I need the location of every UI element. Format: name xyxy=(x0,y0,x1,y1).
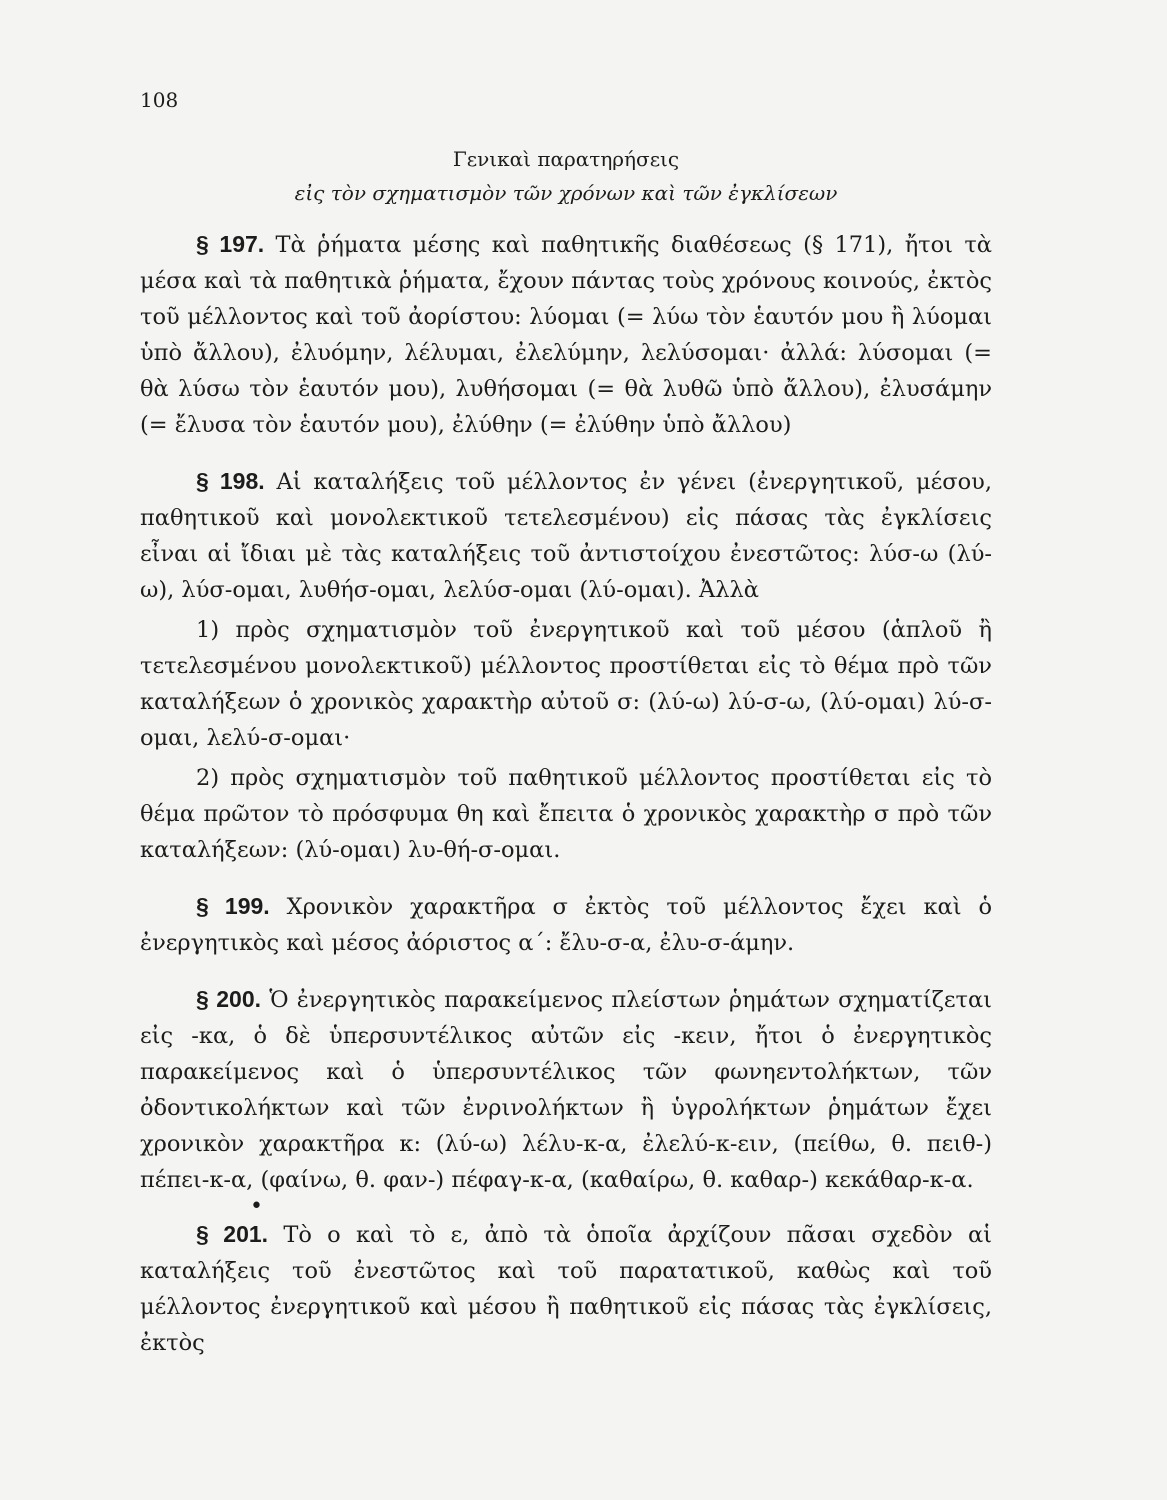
paragraph-198 xyxy=(140,463,992,608)
book-page xyxy=(140,88,992,1381)
paragraph-200-text: Ὁ ἐνεργητικὸς παρακείμενος πλείστων ῥημάτων σχηματίζεται εἰς -κα, ὁ δὲ ὑπερσυντέλικος αὐτῶν εἰς -κειν, ἤτοι ὁ ἐνεργητικὸς παρακείμενος καὶ ὁ ὑπερσυντέλικος τῶν φωνηεντολήκτων, τῶν ὀδοντικολήκτων καὶ τῶν ἐνρινολήκτων ἢ ὑγρολήκτων ῥημάτων ἔχει χρονικὸν χαρακτῆρα κ: (λύ-ω) λέλυ-κ-α, ἐλελύ-κ-ειν, (πείθω, θ. πειθ-) πέπει-κ-α, (φαίνω, θ. φαν-) πέφαγ-κ-α, (καθαίρω, θ. καθαρ-) κεκάθαρ-κ-α. xyxy=(140,987,993,1193)
section-heading xyxy=(140,142,992,210)
section-number-200: § 200. xyxy=(196,986,262,1012)
paragraph-199-text: Χρονικὸν χαρακτῆρα σ ἐκτὸς τοῦ μέλλοντος ἔχει καὶ ὁ ἐνεργητικὸς καὶ μέσος ἀόριστος α΄: ἔλυ-σ-α, ἐλυ-σ-άμην. xyxy=(140,894,992,956)
paragraph-198-text: Αἱ καταλήξεις τοῦ μέλλοντος ἐν γένει (ἐνεργητικοῦ, μέσου, παθητικοῦ καὶ μονολεκτικοῦ τετελεσμένου) εἰς πάσας τὰς ἐγκλίσεις εἶναι αἱ ἴδιαι μὲ τὰς καταλήξεις τοῦ ἀντιστοίχου ἐνεστῶτος: λύσ-ω (λύ-ω), λύσ-ομαι, λυθήσ-ομαι, λελύσ-ομαι (λύ-ομαι). Ἀλλὰ xyxy=(140,469,993,603)
section-number-201: § 201. xyxy=(196,1221,269,1247)
heading-subtitle: εἰς τὸν σχηματισμὸν τῶν χρόνων καὶ τῶν ἐγκλίσεων xyxy=(294,181,838,205)
paragraph-197 xyxy=(140,226,992,443)
heading-title: Γενικαὶ παρατηρήσεις xyxy=(452,147,680,171)
section-number-199: § 199. xyxy=(196,893,270,919)
stray-mark: • xyxy=(250,1194,263,1219)
paragraph-198-item-1: 1) πρὸς σχηματισμὸν τοῦ ἐνεργητικοῦ καὶ τοῦ μέσου (ἁπλοῦ ἢ τετελεσμένου μονολεκτικοῦ) μέλλοντος προστίθεται εἰς τὸ θέμα πρὸ τῶν καταλήξεων ὁ χρονικὸς χαρακτὴρ αὐτοῦ σ: (λύ-ω) λύ-σ-ω, (λύ-ομαι) λύ-σ-ομαι, λελύ-σ-ομαι· xyxy=(140,617,992,751)
paragraph-199 xyxy=(140,888,992,961)
section-number-198: § 198. xyxy=(196,468,265,494)
page-number: 108 xyxy=(140,88,179,112)
section-number-197: § 197. xyxy=(196,231,265,257)
paragraph-201-text: Τὸ ο καὶ τὸ ε, ἀπὸ τὰ ὁποῖα ἀρχίζουν πᾶσαι σχεδὸν αἱ καταλήξεις τοῦ ἐνεστῶτος καὶ τοῦ παρατατικοῦ, καθὼς καὶ τοῦ μέλλοντος ἐνεργητικοῦ καὶ μέσου ἢ παθητικοῦ εἰς πάσας τὰς ἐγκλίσεις, ἐκτὸς xyxy=(140,1222,992,1356)
paragraph-198-item-2: 2) πρὸς σχηματισμὸν τοῦ παθητικοῦ μέλλοντος προστίθεται εἰς τὸ θέμα πρῶτον τὸ πρόσφυμα θη καὶ ἔπειτα ὁ χρονικὸς χαρακτὴρ σ πρὸ τῶν καταλήξεων: (λύ-ομαι) λυ-θή-σ-ομαι. xyxy=(140,765,992,863)
paragraph-201 xyxy=(140,1216,992,1361)
paragraph-197-text: Τὰ ῥήματα μέσης καὶ παθητικῆς διαθέσεως (§ 171), ἤτοι τὰ μέσα καὶ τὰ παθητικὰ ῥήματα, ἔχουν πάντας τοὺς χρόνους κοινούς, ἐκτὸς τοῦ μέλλοντος καὶ τοῦ ἀορίστου: λύομαι (= λύω τὸν ἑαυτόν μου ἢ λύομαι ὑπὸ ἄλλου), ἐλυόμην, λέλυμαι, ἐλελύμην, λελύσομαι· ἀλλά: λύσομαι (= θὰ λύσω τὸν ἑαυτόν μου), λυθήσομαι (= θὰ λυθῶ ὑπὸ ἄλλου), ἐλυσάμην (= ἔλυσα τὸν ἑαυτόν μου), ἐλύθην (= ἐλύθην ὑπὸ ἄλλου) xyxy=(140,232,993,438)
paragraph-200 xyxy=(140,981,992,1198)
